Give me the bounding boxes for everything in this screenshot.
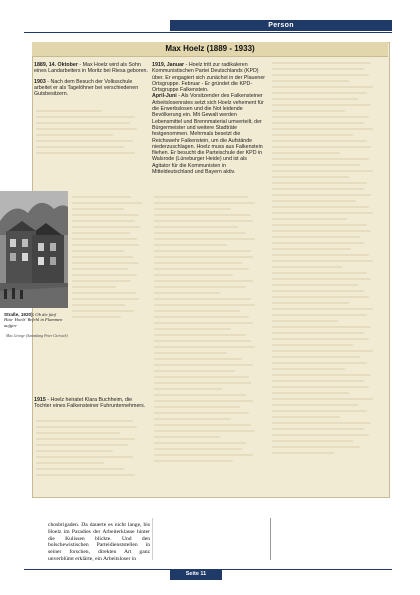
burning-houses-photo bbox=[0, 191, 68, 308]
entry-date: April-Juni bbox=[152, 93, 177, 100]
faint-text-block bbox=[272, 62, 382, 458]
photo-credit: Max George (Sammlung Peter Giersich) bbox=[6, 334, 68, 338]
entry-text: - Hoelz tritt zur radikaleren Kommunistischen Partei Deutschlands (KPD) über. Er engagiert sich zunächst in der Plauener Ortsgruppe. Februar - Er gründet die KPD-Ortsgruppe Falkenstein. bbox=[152, 62, 266, 94]
entry-text: - Hoelz heiratet Klara Buchheim, die Tochter eines Falkensteiner Fuhrunternehmers. bbox=[34, 397, 146, 410]
photo-image bbox=[0, 191, 68, 308]
faint-text-block bbox=[72, 196, 146, 322]
left-column bbox=[34, 62, 148, 101]
middle-column bbox=[152, 62, 266, 179]
entry-1915 bbox=[34, 397, 148, 410]
section-header-bar bbox=[170, 20, 392, 31]
entry-1903 bbox=[34, 79, 148, 98]
caption-lead: Straße, 1920): bbox=[4, 312, 35, 317]
entry-date: 1903 bbox=[34, 78, 46, 85]
body-text: chosbrigaden. Da dauerte es nicht lange, bis Hoelz im Paradies der Arbeiterklasse hinter die Kulissen blickte. Und den bolschewistischen Parteidienststellen in seiner forschen, direkten Art ganz unverblümt erklärte, ein Arbeitsloser in bbox=[48, 522, 150, 562]
page-number-badge bbox=[170, 569, 222, 580]
entry-1889 bbox=[34, 62, 148, 75]
biography-title: Max Hoelz (1889 - 1933) bbox=[165, 44, 255, 53]
header-rule bbox=[24, 32, 392, 33]
entry-text: - Nach dem Besuch der Volksschule arbeitet er als Tagelöhner bei verschiedenen Gutsbesitzern. bbox=[34, 78, 139, 98]
section-label: Person bbox=[268, 22, 294, 29]
photo-caption bbox=[4, 312, 66, 328]
entry-text: - Als Vorsitzender des Falkensteiner Arbeitslosenrates setzt sich Hoelz vehement für die Erwerbslosen und die Not leidende Bevölkerung ein. Mit Gewalt werden Lebensmittel und Brennmaterial umverteilt, der Bürgermeister und weitere Stadträte festgenommen. Mehrmals besetzt die Reichswehr Falkenstein, um die Aufstände niederzuschlagen. Hoelz muss aus Falkenstein fliehen. Er besucht die Parteischule der KPD in Walsrode (Lüneburger Heide) und ist als Agitator für die Kommunisten in Mitteldeutschland und Bayern aktiv. bbox=[152, 93, 264, 176]
caption-text: Ob die fünf Häu- Hoelz' Befehl in Flammen aufgin- bbox=[4, 312, 63, 328]
biography-title-bar bbox=[32, 42, 388, 57]
entry-date: 1889, 14. Oktober bbox=[34, 62, 78, 68]
page-number: Seite 11 bbox=[185, 571, 207, 577]
faint-text-block bbox=[36, 420, 146, 480]
entry-text: - Max Hoelz wird als Sohn eines Landarbeiters in Moritz bei Riesa geboren. bbox=[34, 62, 148, 75]
faint-text-block bbox=[154, 196, 264, 466]
entry-1919 bbox=[152, 62, 266, 175]
faint-text-block bbox=[36, 110, 146, 158]
column-divider bbox=[152, 518, 153, 560]
left-column-lower bbox=[34, 397, 148, 414]
entry-date: 1919, Januar bbox=[152, 62, 185, 68]
column-divider bbox=[270, 518, 271, 560]
entry-date: 1915 bbox=[34, 397, 46, 403]
